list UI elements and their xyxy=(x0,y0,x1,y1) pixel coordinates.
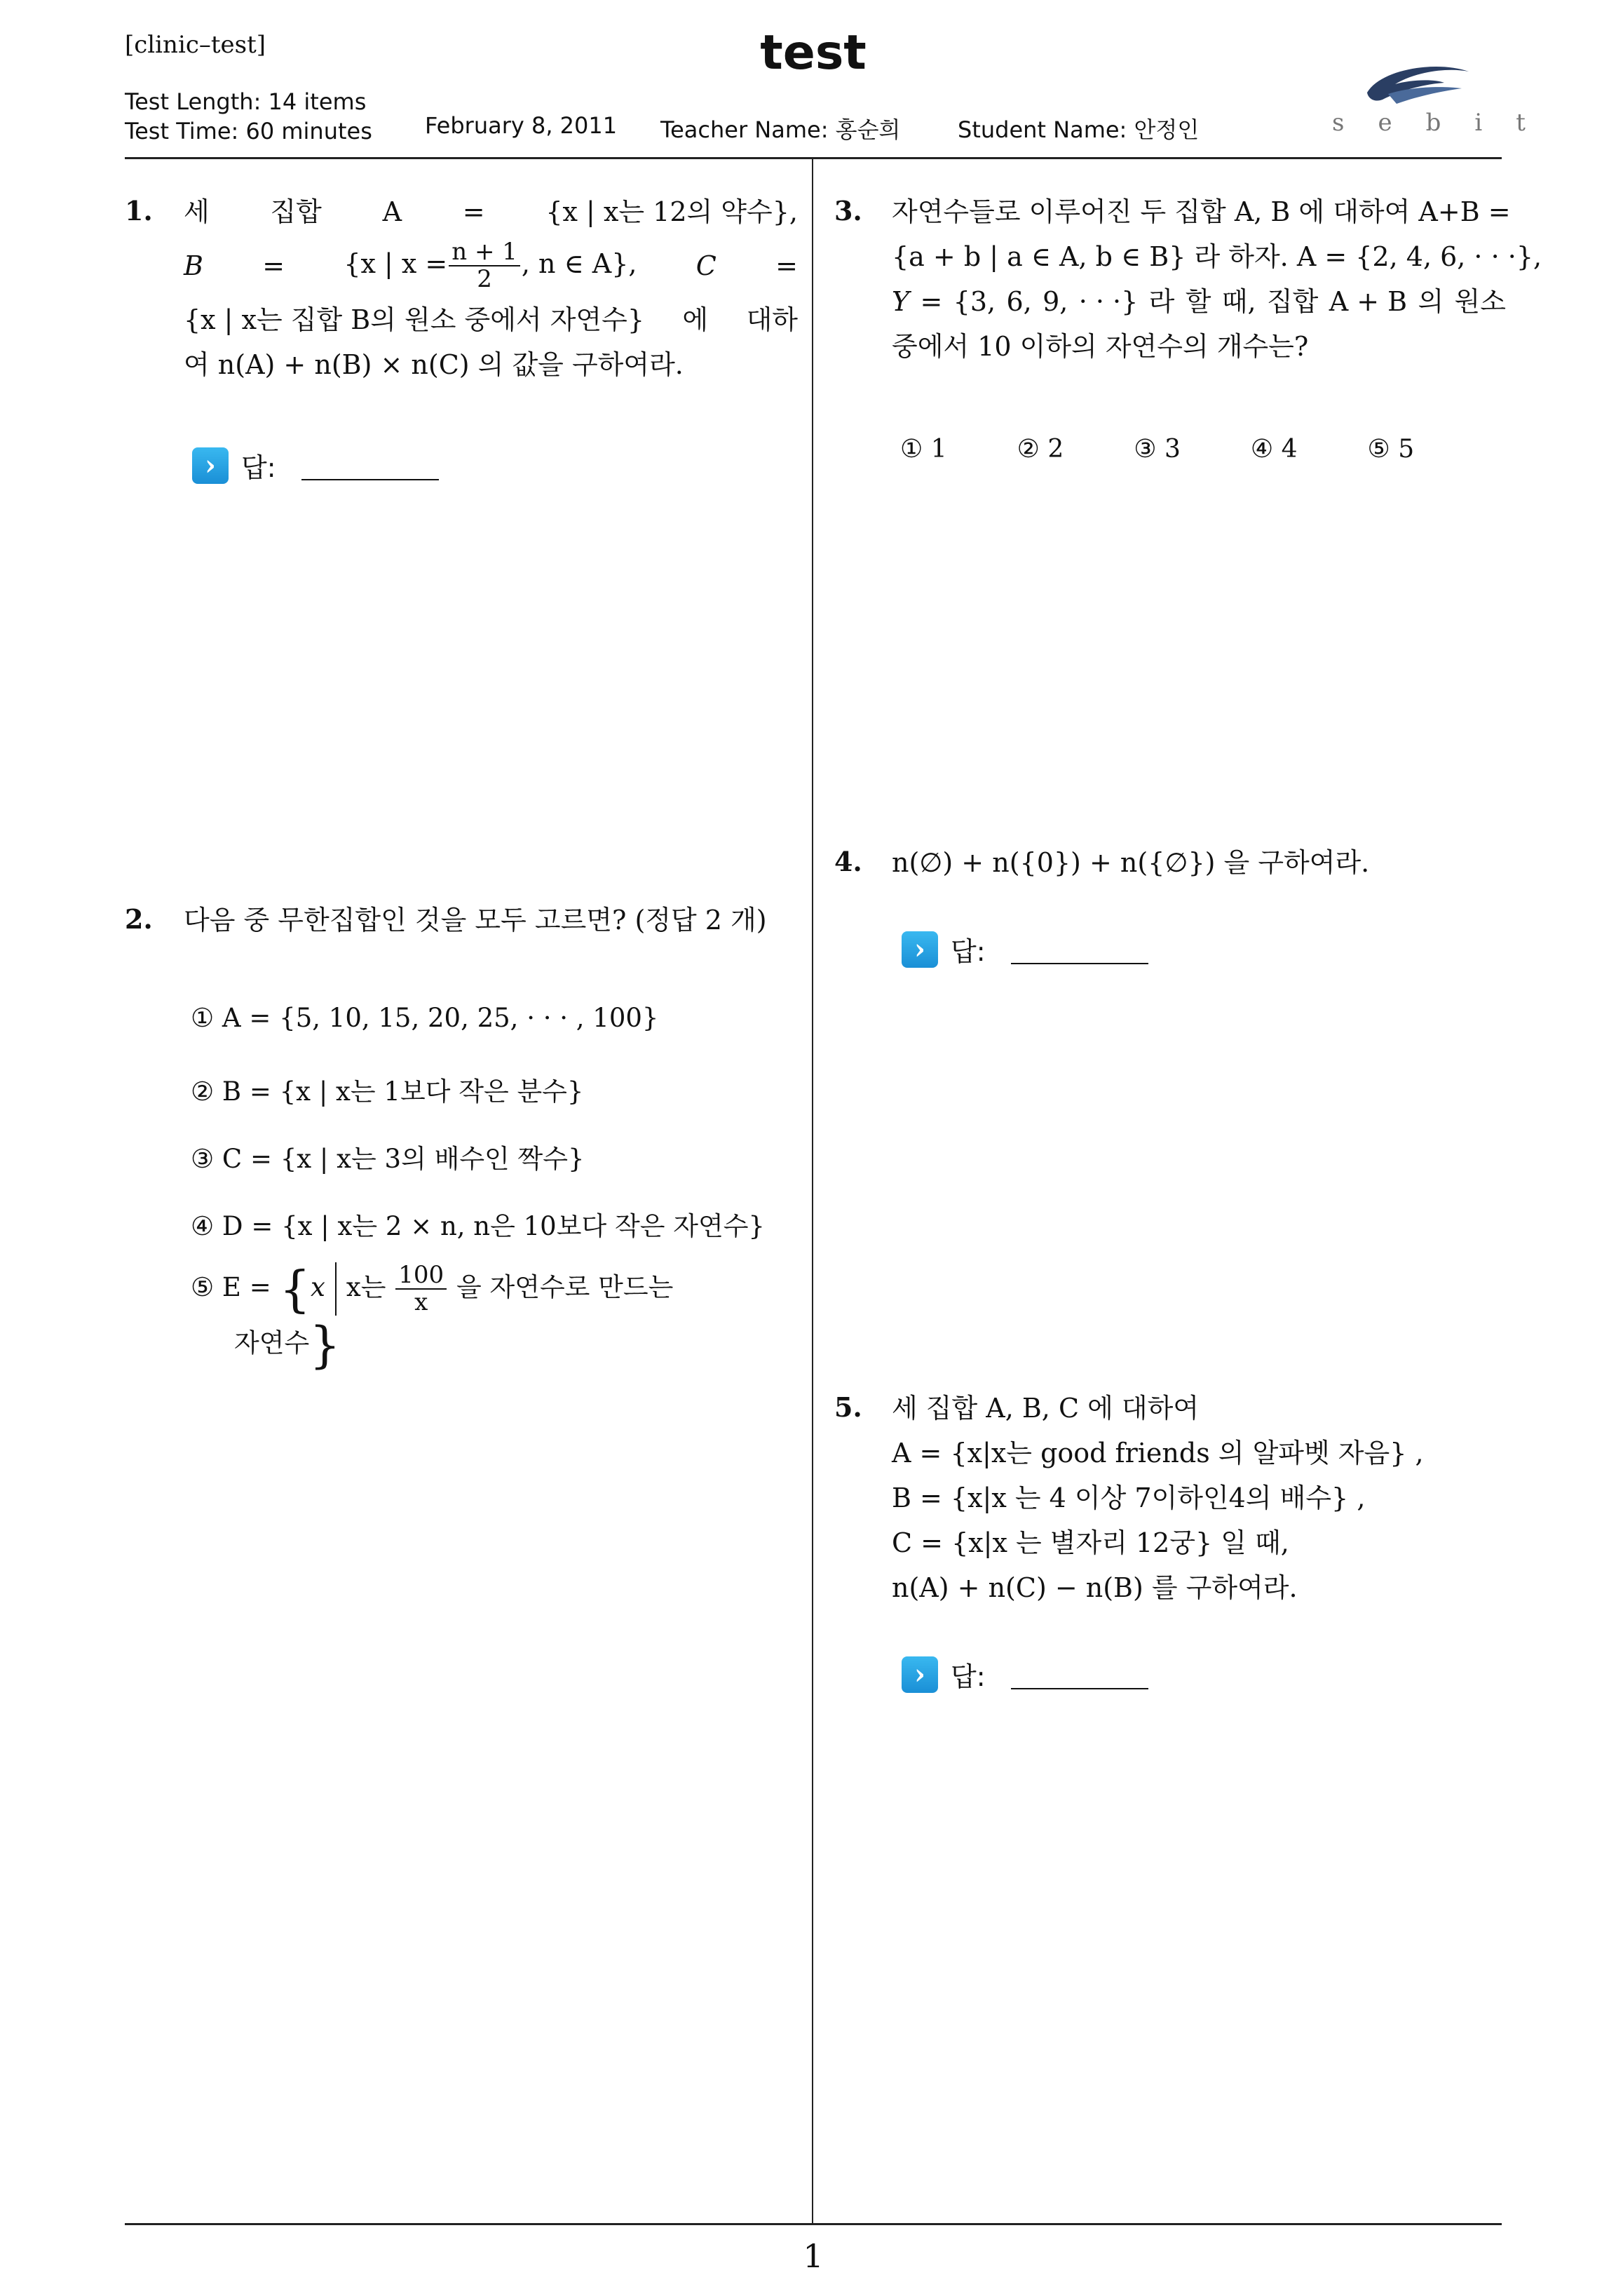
q2-option-1[interactable]: ① A = {5, 10, 15, 20, 25, · · · , 100} xyxy=(191,1003,659,1033)
q1-number: 1. xyxy=(125,195,153,227)
q3-line3: Y = {3, 6, 9, · · ·} 라 할 때, 집합 A + B 의 원소 xyxy=(892,286,1506,317)
answer-label: 답: xyxy=(241,452,276,483)
q5-text xyxy=(892,1386,1506,1610)
q5-line3: B = {x|x 는 4 이상 7이하인4의 배수} , xyxy=(892,1483,1366,1513)
answer-arrow-icon: › xyxy=(902,1656,938,1693)
q2-option-2[interactable]: ② B = {x | x는 1보다 작은 분수} xyxy=(191,1076,584,1107)
q3-line4: 중에서 10 이하의 자연수의 개수는? xyxy=(892,331,1309,362)
q2-option-4[interactable]: ④ D = {x | x는 2 × n, n은 10보다 작은 자연수} xyxy=(191,1211,765,1241)
answer-label: 답: xyxy=(951,936,986,967)
header-rule xyxy=(125,157,1502,159)
sebit-logo-icon xyxy=(1318,56,1559,140)
student-name: Student Name: 안정인 xyxy=(958,116,1200,143)
footer-rule xyxy=(125,2223,1502,2225)
q4-number: 4. xyxy=(834,846,862,877)
q1-line4: 여 n(A) + n(B) × n(C) 의 값을 구하여라. xyxy=(184,349,684,380)
teacher-name: Teacher Name: 홍순희 xyxy=(660,116,901,143)
q3-text xyxy=(892,189,1542,369)
q1-answer-field[interactable] xyxy=(301,451,439,480)
q5-line2: A = {x|x는 good friends 의 알파벳 자음} , xyxy=(892,1438,1424,1468)
q3-line1: 자연수들로 이루어진 두 집합 A, B 에 대하여 A+B = xyxy=(892,196,1511,227)
q4-answer-field[interactable] xyxy=(1011,935,1148,964)
q1-line2: B = {x | x = $\frac{n + 1}{2}$ , n ∈ A}, C = xyxy=(184,237,798,293)
q4-answer xyxy=(902,930,1148,968)
q3-choice-5[interactable]: ⑤ 5 xyxy=(1367,435,1415,464)
q2-number: 2. xyxy=(125,903,153,935)
test-time: Test Time: 60 minutes xyxy=(125,118,372,144)
q5-line1: 세 집합 A, B, C 에 대하여 xyxy=(892,1393,1200,1424)
q5-line4: C = {x|x 는 별자리 12궁} 일 때, xyxy=(892,1527,1289,1558)
q3-line2: {a + b | a ∈ A, b ∈ B} 라 하자. A = {2, 4, 6, · · ·}, xyxy=(892,241,1542,272)
q1-text xyxy=(184,189,798,387)
q4-text: n(∅) + n({0}) + n({∅}) 을 구하여라. xyxy=(892,847,1370,878)
q2-option-3[interactable]: ③ C = {x | x는 3의 배수인 짝수} xyxy=(191,1144,585,1174)
q1-answer xyxy=(192,446,439,485)
sebit-logo xyxy=(1318,56,1559,140)
q3-choice-3[interactable]: ③ 3 xyxy=(1134,435,1181,464)
logo-text: sebit xyxy=(1332,109,1559,137)
page-title: test xyxy=(760,25,867,81)
q1-line1: 세 집합 A = {x | x는 12의 약수}, xyxy=(184,196,798,227)
column-divider xyxy=(812,158,813,2223)
page-number: 1 xyxy=(803,2237,824,2275)
test-length: Test Length: 14 items xyxy=(125,88,367,115)
q3-choice-2[interactable]: ② 2 xyxy=(1017,435,1064,464)
q1-line3: {x | x는 집합 B의 원소 중에서 자연수} 에 대하 xyxy=(184,304,798,335)
q5-answer-field[interactable] xyxy=(1011,1660,1148,1689)
q3-choices xyxy=(900,435,1484,464)
answer-arrow-icon: › xyxy=(902,931,938,968)
q5-answer xyxy=(902,1655,1148,1694)
q2-option-5[interactable]: ⑤ E = {x x는 $\frac{100}{x}$ 을 자연수로 만드는 자연수} xyxy=(191,1260,674,1374)
test-date: February 8, 2011 xyxy=(425,112,618,139)
q3-choice-1[interactable]: ① 1 xyxy=(900,435,947,464)
q2-text: 다음 중 무한집합인 것을 모두 고르면? (정답 2 개) xyxy=(184,905,767,936)
q5-line5: n(A) + n(C) − n(B) 를 구하여라. xyxy=(892,1572,1298,1603)
q5-number: 5. xyxy=(834,1391,862,1423)
course-tag: [clinic–test] xyxy=(125,31,266,59)
q3-number: 3. xyxy=(834,195,862,227)
q3-choice-4[interactable]: ④ 4 xyxy=(1250,435,1298,464)
answer-arrow-icon: › xyxy=(192,447,229,484)
answer-label: 답: xyxy=(951,1661,986,1692)
